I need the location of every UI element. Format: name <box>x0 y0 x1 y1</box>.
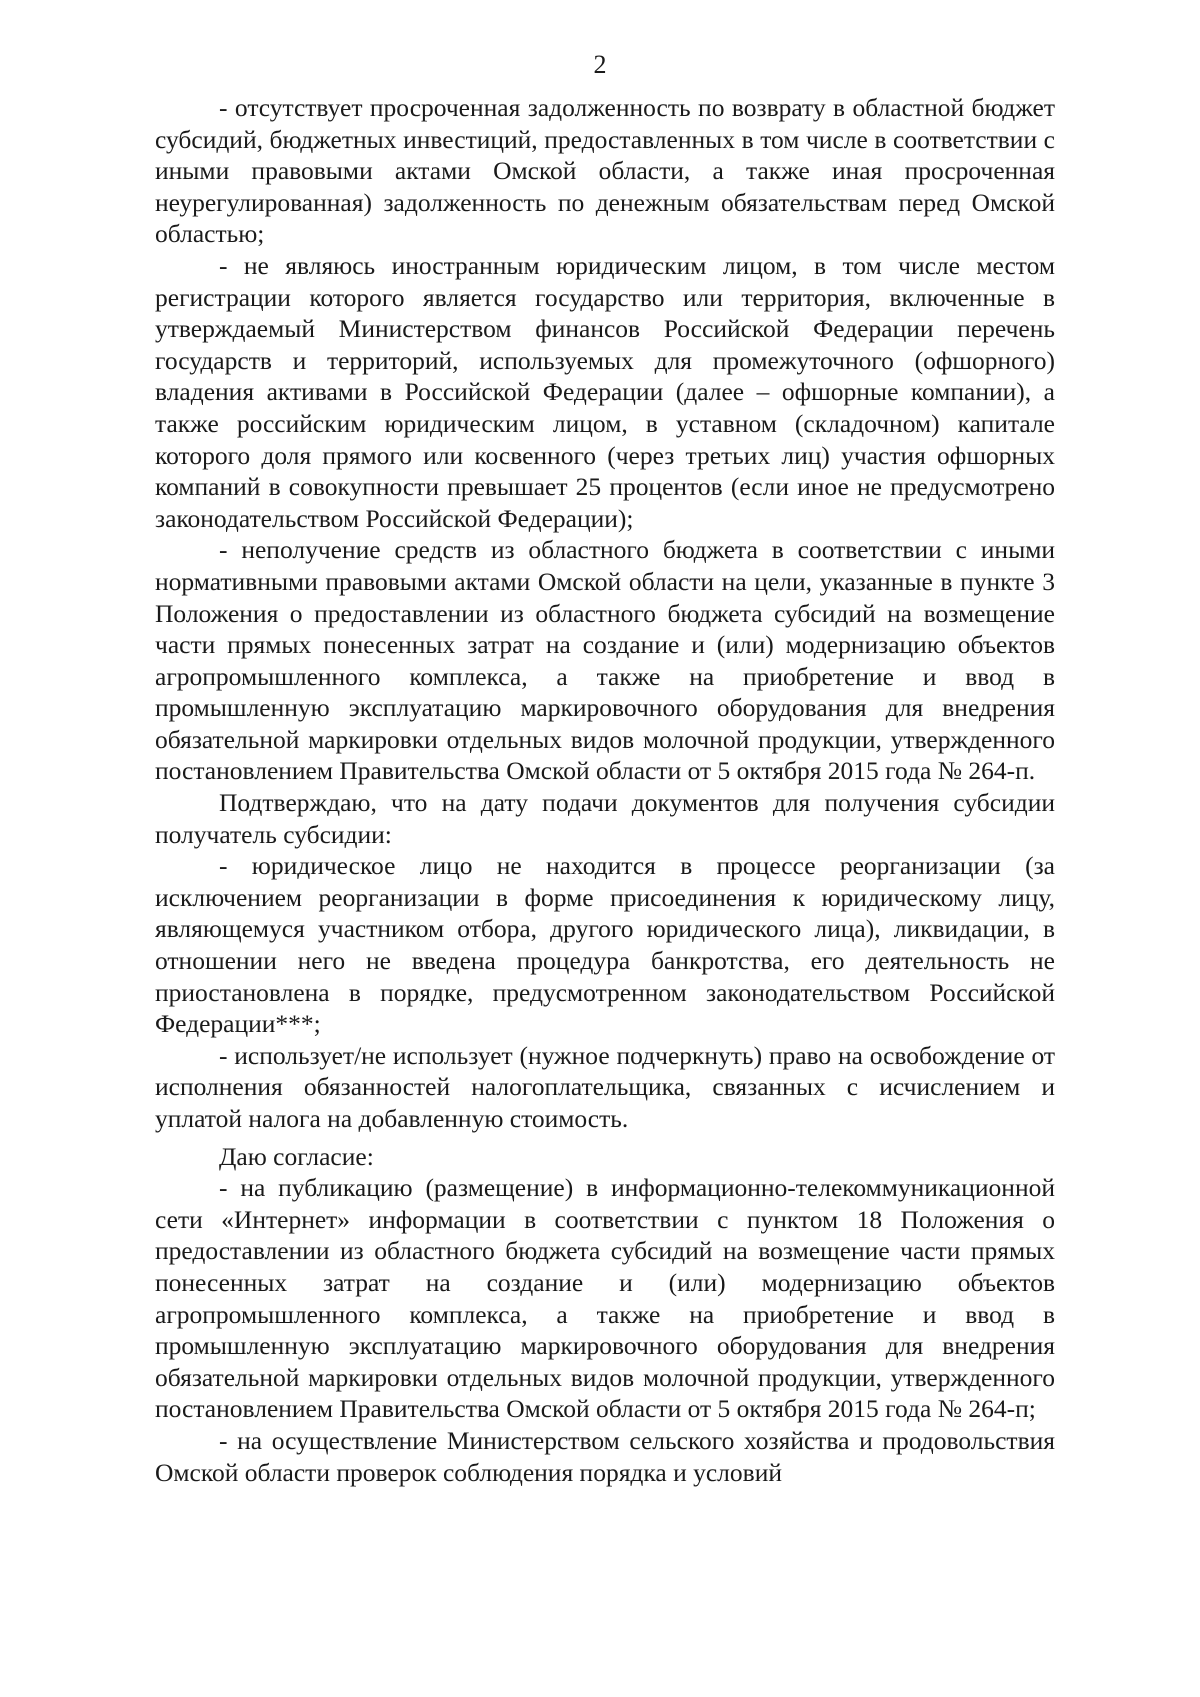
paragraph-consent-heading: Даю согласие: <box>219 1141 374 1171</box>
paragraph-not-in-reorganization: - юридическое лицо не находится в процессе реорганизации (за исключением реорганизации в форме присоединения к юридическому лицу, являющемуся участником отбора, другого юридического лица), ликвидации, в отношении него не введена процедура банкротства, его деятельность не приостановлена в порядке, предусмотренном законодательством Российской Федерации***; <box>155 851 1055 1039</box>
paragraph-consent-publication: - на публикацию (размещение) в информационно-телекоммуникационной сети «Интернет» информации в соответствии с пунктом 18 Положения о предоставлении из областного бюджета субсидий на возмещение части прямых понесенных затрат на создание и (или) модернизацию объектов агропромышленного комплекса, а также на приобретение и ввод в промышленную эксплуатацию маркировочного оборудования для внедрения обязательной маркировки отдельных видов молочной продукции, утвержденного постановлением Правительства Омской области от 5 октября 2015 года № 264-п; <box>155 1173 1055 1424</box>
paragraph-consent-inspections: - на осуществление Министерством сельского хозяйства и продовольствия Омской области проверок соблюдения порядка и условий <box>155 1425 1055 1487</box>
paragraph-no-overdue-debt: - отсутствует просроченная задолженность по возврату в областной бюджет субсидий, бюджетных инвестиций, предоставленных в том числе в соответствии с иными правовыми актами Омской области, а также иная просроченная неурегулированная) задолженность по денежным обязательствам перед Омской областью; <box>155 93 1055 249</box>
page-number: 2 <box>593 50 607 79</box>
document-body <box>155 92 1055 1488</box>
paragraph-vat-exemption: - использует/не использует (нужное подчеркнуть) право на освобождение от исполнения обязанностей налогоплательщика, связанных с исчислением и уплатой налога на добавленную стоимость. <box>155 1040 1055 1133</box>
paragraph-not-foreign-entity: - не являюсь иностранным юридическим лицом, в том числе местом регистрации которого является государство или территория, включенные в утверждаемый Министерством финансов Российской Федерации перечень государств и территорий, используемых для промежуточного (офшорного) владения активами в Российской Федерации (далее – офшорные компании), а также российским юридическим лицом, в уставном (складочном) капитале которого доля прямого или косвенного (через третьих лиц) участия офшорных компаний в совокупности превышает 25 процентов (если иное не предусмотрено законодательством Российской Федерации); <box>155 250 1055 533</box>
paragraph-confirmation-intro: Подтверждаю, что на дату подачи документов для получения субсидии получатель субсидии: <box>155 788 1055 849</box>
paragraph-no-other-funds: - неполучение средств из областного бюджета в соответствии с иными нормативными правовыми актами Омской области на цели, указанные в пункте 3 Положения о предоставлении из областного бюджета субсидий на возмещение части прямых понесенных затрат на создание и (или) модернизацию объектов агропромышленного комплекса, а также на приобретение и ввод в промышленную эксплуатацию маркировочного оборудования для внедрения обязательной маркировки отдельных видов молочной продукции, утвержденного постановлением Правительства Омской области от 5 октября 2015 года № 264-п. <box>155 535 1055 786</box>
